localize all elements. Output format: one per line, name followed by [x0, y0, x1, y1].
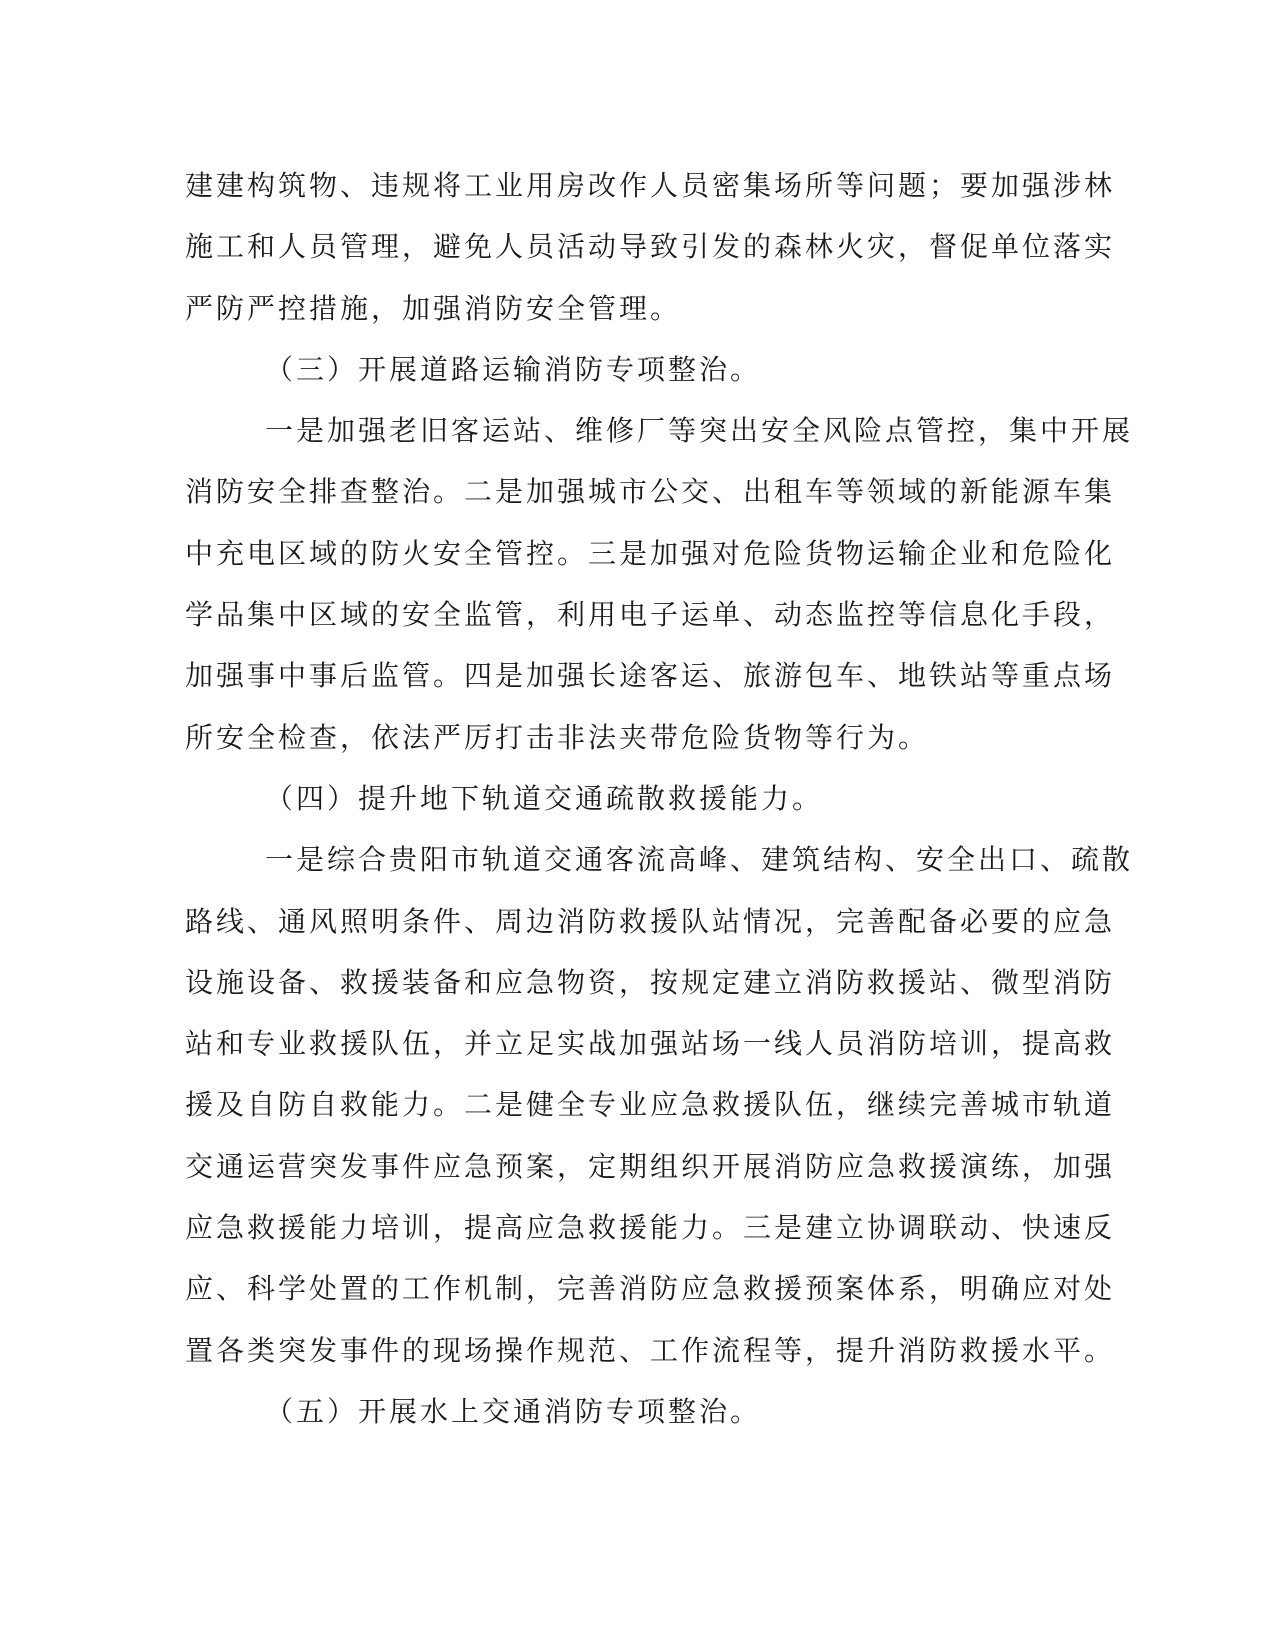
text-line: 施工和人员管理，避免人员活动导致引发的森林火灾，督促单位落实	[185, 230, 1116, 264]
text-line: 置各类突发事件的现场操作规范、工作流程等，提升消防救援水平。	[185, 1333, 1116, 1367]
text-line: 所安全检查，依法严厉打击非法夹带危险货物等行为。	[185, 720, 930, 754]
text-line: 设施设备、救援装备和应急物资，按规定建立消防救援站、微型消防	[185, 965, 1116, 999]
text-line: 一是综合贵阳市轨道交通客流高峰、建筑结构、安全出口、疏散	[265, 843, 1134, 877]
section-heading: （四）提升地下轨道交通疏散救援能力。	[265, 781, 824, 815]
text-line: 中充电区域的防火安全管控。三是加强对危险货物运输企业和危险化	[185, 536, 1116, 570]
text-line: 援及自防自救能力。二是健全专业应急救援队伍，继续完善城市轨道	[185, 1088, 1116, 1122]
text-line: 路线、通风照明条件、周边消防救援队站情况，完善配备必要的应急	[185, 904, 1116, 938]
text-line: 应急救援能力培训，提高应急救援能力。三是建立协调联动、快速反	[185, 1211, 1116, 1245]
text-line: 一是加强老旧客运站、维修厂等突出安全风险点管控，集中开展	[265, 414, 1134, 448]
text-line: 学品集中区域的安全监管，利用电子运单、动态监控等信息化手段，	[185, 598, 1116, 632]
text-line: 消防安全排查整治。二是加强城市公交、出租车等领域的新能源车集	[185, 475, 1116, 509]
text-line: 严防严控措施，加强消防安全管理。	[185, 291, 682, 325]
section-heading: （三）开展道路运输消防专项整治。	[265, 352, 762, 386]
text-line: 加强事中事后监管。四是加强长途客运、旅游包车、地铁站等重点场	[185, 659, 1116, 693]
text-line: 站和专业救援队伍，并立足实战加强站场一线人员消防培训，提高救	[185, 1027, 1116, 1061]
document-page	[185, 155, 1134, 1442]
text-line: 应、科学处置的工作机制，完善消防应急救援预案体系，明确应对处	[185, 1272, 1116, 1306]
text-line: 建建构筑物、违规将工业用房改作人员密集场所等问题；要加强涉林	[185, 169, 1116, 202]
text-line: 交通运营突发事件应急预案，定期组织开展消防应急救援演练，加强	[185, 1149, 1116, 1183]
section-heading: （五）开展水上交通消防专项整治。	[265, 1394, 762, 1428]
